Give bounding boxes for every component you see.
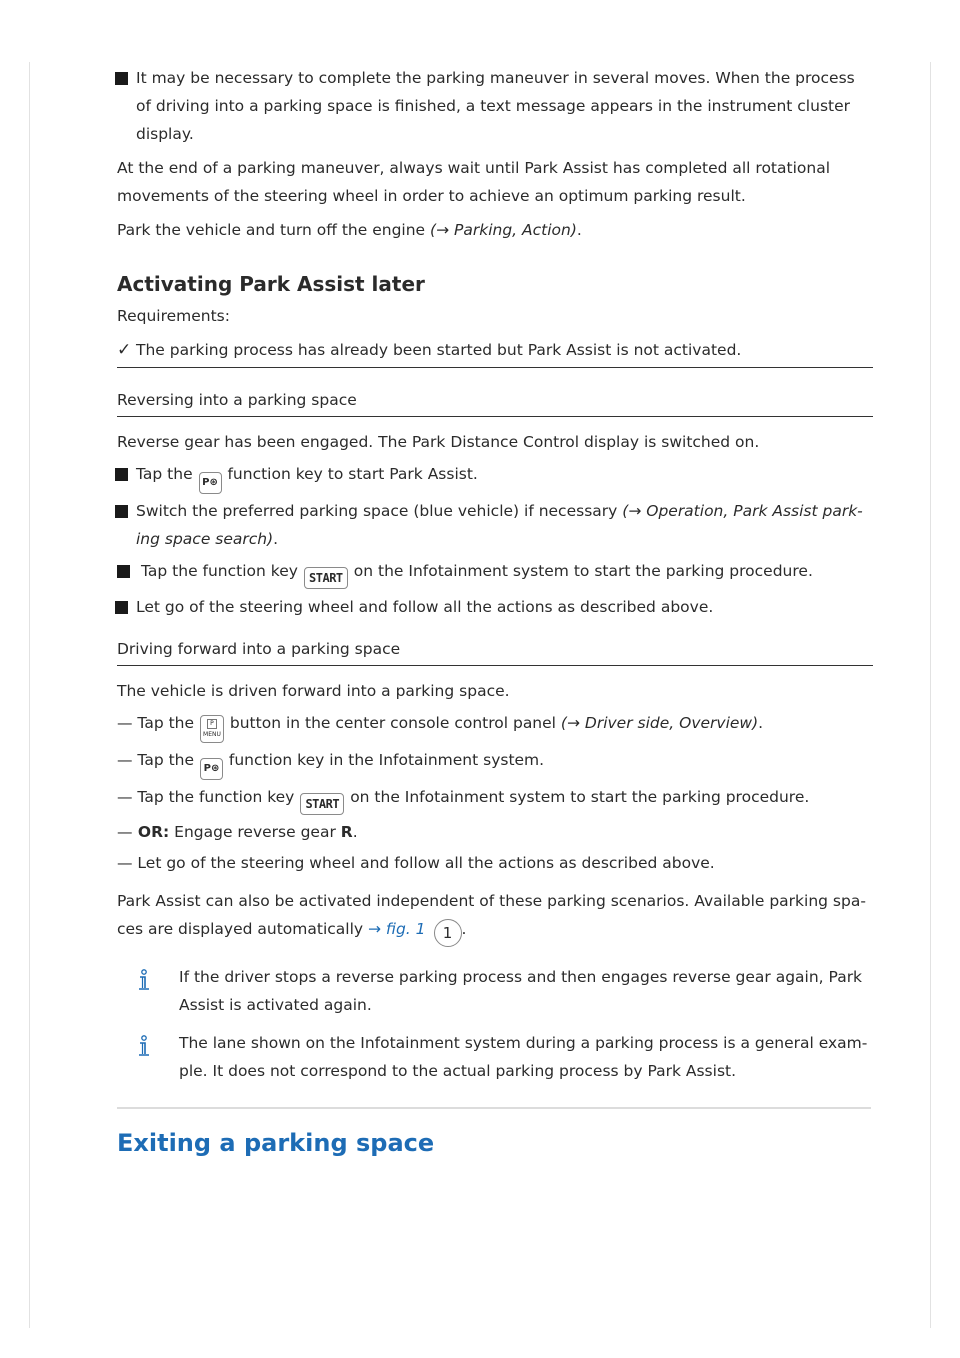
section-heading-activating: Activating Park Assist later — [117, 272, 425, 296]
page-edge-left — [29, 62, 30, 1328]
step-text: button in the center console control panel — [224, 714, 561, 732]
ref-end: . — [273, 530, 279, 548]
step-text: Tap the — [136, 465, 198, 483]
intro-bullet — [117, 64, 873, 148]
step-text: on the Infotainment system to start the parking procedure. — [345, 788, 810, 806]
intro-paragraph: At the end of a parking maneuver, always wait until Park Assist has completed all rotational movements of the steering wheel in order to achieve an optimum parking result. — [117, 159, 830, 205]
dash: — — [117, 854, 133, 872]
bullet-square-icon — [115, 601, 128, 614]
page-edge-right — [930, 62, 931, 1328]
arrow-right-icon: → — [566, 714, 580, 732]
dash: — — [117, 823, 133, 841]
info-note — [117, 963, 873, 1019]
ref-end: . — [758, 714, 764, 732]
note-text: If the driver stops a reverse parking process and then engages reverse gear again, Park Assist is activated again. — [179, 968, 863, 1014]
bullet-square-icon — [115, 505, 128, 518]
intro-bullet-text: It may be necessary to complete the parking maneuver in several moves. When the process of driving into a parking space is finished, a text message appears in the instrument cluster display. — [136, 69, 855, 143]
step-end: . — [352, 823, 358, 841]
driver-side-link[interactable] — [561, 714, 758, 732]
menu-button-icon[interactable] — [200, 715, 224, 743]
forward-step — [117, 709, 873, 743]
forward-step — [117, 849, 873, 877]
menu-label: MENU — [203, 731, 221, 738]
step-text: function key in the Infotainment system. — [223, 751, 545, 769]
step-text: function key to start Park Assist. — [222, 465, 478, 483]
ref-open: ( — [622, 502, 629, 520]
arrow-right-icon: → — [628, 502, 642, 520]
gear-label: R — [340, 823, 353, 841]
step-text: Tap the — [132, 751, 199, 769]
forward-step — [117, 818, 873, 846]
reversing-step — [117, 593, 873, 621]
scenario-text: Park Assist can also be activated independent of these parking scenarios. Available parking spa-ces are displayed automatically — [117, 892, 866, 938]
divider — [117, 367, 873, 368]
parking-action-link[interactable] — [430, 221, 577, 239]
reversing-step — [117, 460, 873, 494]
ref-end: . — [576, 221, 582, 239]
step-text: Let go of the steering wheel and follow all the actions as described above. — [132, 854, 715, 872]
divider — [117, 416, 873, 417]
reversing-step — [117, 557, 873, 589]
requirements-label: Requirements: — [117, 307, 230, 325]
forward-step — [117, 746, 873, 780]
ref-open: ( — [430, 221, 437, 239]
forward-intro: The vehicle is driven forward into a parking space. — [117, 682, 510, 700]
start-key-icon[interactable]: START — [300, 793, 344, 815]
park-paragraph — [117, 216, 873, 244]
step-text: Tap the — [132, 714, 199, 732]
requirement-text: The parking process has already been started but Park Assist is not activated. — [136, 341, 742, 359]
arrow-right-icon: → — [368, 920, 381, 938]
forward-step — [117, 783, 873, 815]
reversing-step — [117, 497, 873, 553]
bullet-square-icon — [115, 72, 128, 85]
bullet-square-icon — [117, 565, 130, 578]
park-assist-key-icon[interactable]: P⊛ — [200, 758, 223, 780]
ref-text: Driver side, Overview) — [579, 714, 759, 732]
subheading-forward: Driving forward into a parking space — [117, 640, 401, 658]
reversing-intro: Reverse gear has been engaged. The Park Distance Control display is switched on. — [117, 433, 760, 451]
step-text: Tap the function key — [132, 788, 300, 806]
ref-open: ( — [560, 714, 567, 732]
requirement-item — [117, 336, 873, 364]
info-note — [117, 1029, 873, 1085]
note-text: The lane shown on the Infotainment system during a parking process is a general exam-ple. It does not correspond to the actual parking process by Park Assist. — [179, 1034, 868, 1080]
dash: — — [117, 714, 133, 732]
scenario-paragraph — [117, 887, 873, 947]
step-text: Tap the function key — [141, 562, 303, 580]
dash: — — [117, 788, 133, 806]
info-icon — [136, 969, 152, 991]
info-icon — [136, 1035, 152, 1057]
step-text: on the Infotainment system to start the parking procedure. — [348, 562, 813, 580]
page-content — [117, 64, 873, 1157]
or-label: OR: — [132, 823, 170, 841]
scenario-end: . — [461, 920, 467, 938]
subheading-reversing: Reversing into a parking space — [117, 391, 357, 409]
step-text: Switch the preferred parking space (blue vehicle) if necessary — [136, 502, 623, 520]
dash: — — [117, 751, 133, 769]
menu-p-glyph: P — [207, 719, 217, 729]
checkmark-icon: ✓ — [117, 340, 132, 360]
divider — [117, 665, 873, 666]
section-divider — [117, 1107, 871, 1109]
bullet-square-icon — [115, 468, 128, 481]
park-assist-key-icon[interactable]: P⊛ — [199, 472, 222, 494]
fig-ref: fig. 1 — [381, 920, 426, 938]
callout-badge: 1 — [434, 919, 462, 947]
section-heading-exiting: Exiting a parking space — [117, 1129, 435, 1157]
step-text: Let go of the steering wheel and follow all the actions as described above. — [136, 598, 714, 616]
park-paragraph-text: Park the vehicle and turn off the engine — [117, 221, 431, 239]
figure-link[interactable] — [368, 920, 426, 938]
step-text: Engage reverse gear — [169, 823, 341, 841]
ref-text: Operation, Park Assist park-ing space search) — [136, 502, 863, 548]
arrow-right-icon: → — [436, 221, 450, 239]
ref-text: Parking, Action) — [449, 221, 577, 239]
start-key-icon[interactable]: START — [304, 567, 348, 589]
